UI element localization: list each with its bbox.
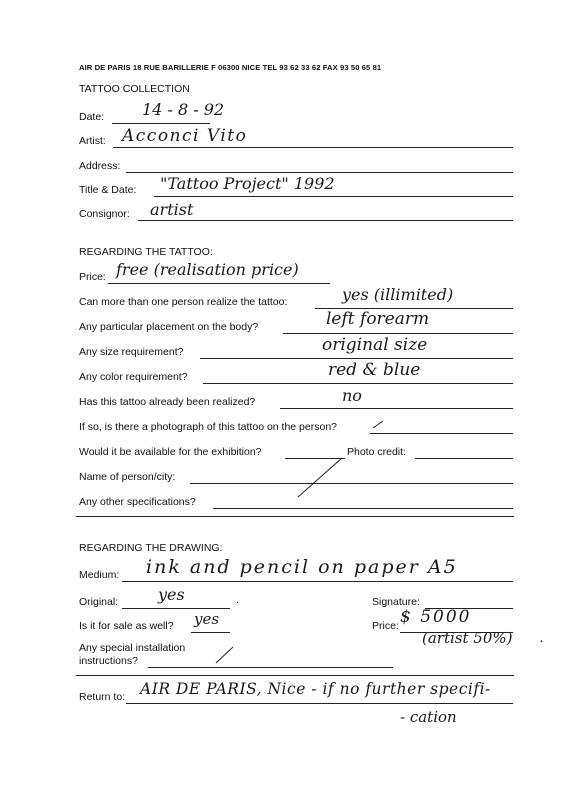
drawing-price-label: Price: — [372, 620, 399, 632]
other-label: Any other specifications? — [79, 496, 196, 508]
more-value: yes (illimited) — [342, 285, 454, 304]
title-date-label: Title & Date: — [79, 184, 137, 196]
date-label: Date: — [79, 111, 105, 123]
photo-label: If so, is there a photograph of this tattoo on the person? — [79, 421, 338, 433]
price-label: Price: — [79, 271, 106, 283]
price-note-dot: . — [540, 633, 543, 645]
person-label: Name of person/city: — [79, 471, 176, 483]
exhibition-label: Would it be available for the exhibition? — [79, 446, 262, 458]
form-header: AIR DE PARIS 18 RUE BARILLERIE F 06300 NICE TEL 93 62 33 62 FAX 93 50 65 81 — [79, 63, 382, 72]
more-label: Can more than one person realize the tattoo: — [79, 296, 288, 308]
tick-mark — [373, 421, 383, 428]
color-value: red & blue — [328, 360, 421, 380]
medium-line — [122, 581, 513, 582]
artist-label: Artist: — [79, 135, 106, 147]
install-label-2: instructions? — [79, 655, 138, 667]
size-label: Any size requirement? — [79, 346, 184, 358]
tattoo-heading: REGARDING THE TATTOO: — [79, 246, 213, 258]
original-label: Original: — [79, 596, 119, 608]
date-value: 14 - 8 - 92 — [142, 100, 225, 119]
photo-credit-label: Photo credit: — [347, 446, 406, 458]
drawing-separator — [76, 675, 514, 676]
title-date-value: "Tattoo Project" 1992 — [160, 174, 335, 193]
return-label: Return to: — [79, 691, 126, 703]
price-value: free (realisation price) — [116, 260, 299, 279]
original-value: yes — [158, 585, 185, 604]
signature-label: Signature: — [372, 596, 420, 608]
placement-label: Any particular placement on the body? — [79, 321, 259, 333]
diagonal-stroke — [298, 458, 342, 497]
return-value-2: - cation — [400, 708, 457, 726]
original-line — [122, 608, 230, 609]
consignor-label: Consignor: — [79, 208, 130, 220]
color-label: Any color requirement? — [79, 371, 188, 383]
sale-value: yes — [194, 610, 220, 628]
placement-value: left forearm — [326, 309, 430, 329]
sale-line — [191, 632, 230, 633]
return-value: AIR DE PARIS, Nice - if no further specifi- — [140, 680, 491, 698]
drawing-price-value: $ 5000 — [400, 607, 472, 627]
original-dot: . — [236, 594, 239, 606]
install-stroke — [216, 647, 233, 663]
return-line — [126, 703, 513, 704]
form-title: TATTOO COLLECTION — [79, 83, 190, 95]
size-value: original size — [322, 335, 428, 355]
artist-value: Acconci Vito — [122, 126, 248, 146]
install-line — [148, 667, 393, 668]
address-label: Address: — [79, 160, 121, 172]
drawing-price-note: (artist 50%) — [422, 629, 513, 647]
install-label-1: Any special installation — [79, 642, 186, 654]
realized-value: no — [342, 386, 362, 405]
consignor-value: artist — [150, 200, 194, 219]
medium-value: ink and pencil on paper A5 — [146, 556, 458, 578]
medium-label: Medium: — [79, 569, 120, 581]
sale-label: Is it for sale as well? — [79, 620, 174, 632]
drawing-heading: REGARDING THE DRAWING: — [79, 542, 223, 554]
realized-label: Has this tattoo already been realized? — [79, 396, 256, 408]
